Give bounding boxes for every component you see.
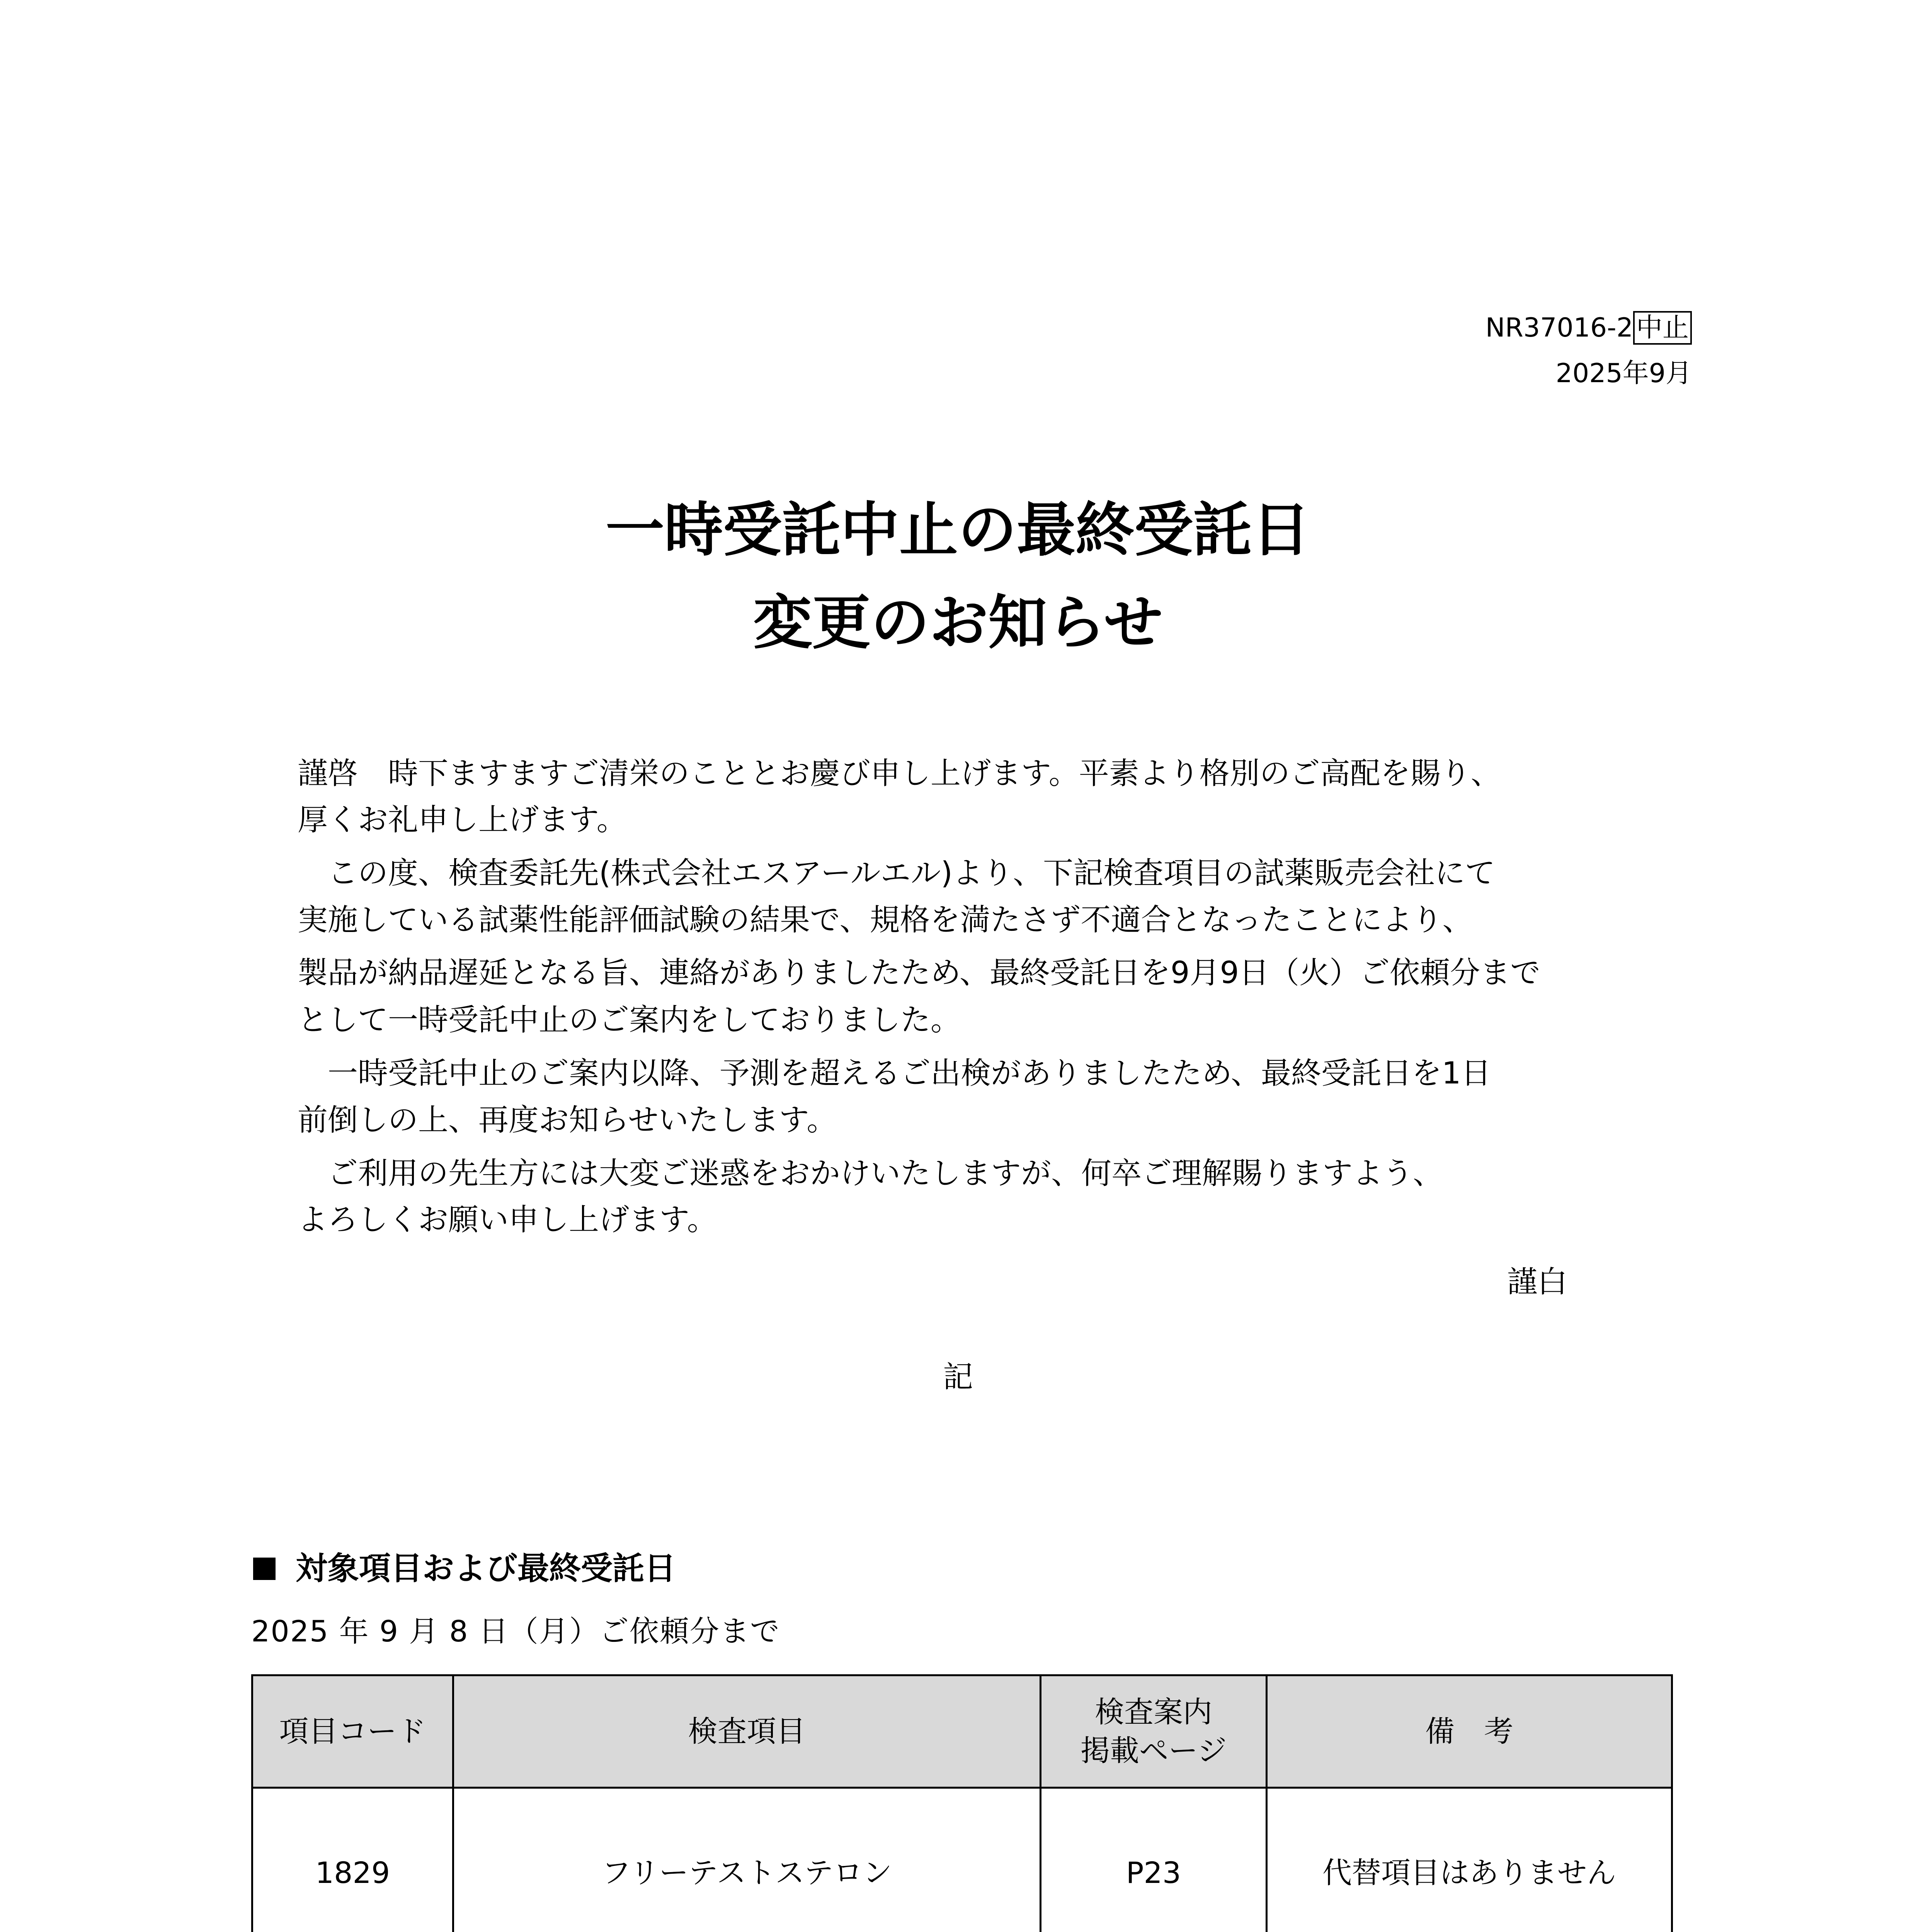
body-line-2: 厚くお礼申し上げます。 <box>298 803 627 837</box>
suspension-stamp: 中止 <box>1633 311 1692 345</box>
section-heading-text: 対象項目および最終受託日 <box>296 1550 676 1587</box>
square-bullet-icon <box>253 1558 276 1580</box>
target-items-table <box>251 1674 1673 1932</box>
closing-salutation: 謹白 <box>1507 1265 1568 1299</box>
table-row <box>252 1788 1672 1932</box>
cell-code: 1829 <box>252 1788 453 1932</box>
cell-remarks: 代替項目はありません <box>1267 1788 1672 1932</box>
body-line-1: 謹啓 時下ますますご清栄のこととお慶び申し上げます。平素より格別のご高配を賜り、 <box>298 756 1501 791</box>
body-line-9: ご利用の先生方には大変ご迷惑をおかけいたしますが、何卒ご理解賜りますよう、 <box>298 1156 1443 1191</box>
body-line-8: 前倒しの上、再度お知らせいたします。 <box>298 1103 837 1138</box>
column-header-page-line2: 掲載ページ <box>1080 1733 1227 1768</box>
column-header-code: 項目コード <box>252 1675 453 1788</box>
ki-marker: 記 <box>943 1360 973 1395</box>
cell-page: P23 <box>1041 1788 1267 1932</box>
page-title-line2: 変更のお知らせ <box>753 588 1163 657</box>
column-header-remarks: 備 考 <box>1267 1675 1672 1788</box>
document-date: 2025年9月 <box>1555 358 1692 389</box>
final-acceptance-date: 2025 年 9 月 8 日（月）ご依頼分まで <box>251 1614 780 1648</box>
document-number-prefix: NR37016-2 <box>1485 313 1633 343</box>
section-heading <box>253 1547 676 1590</box>
body-line-10: よろしくお願い申し上げます。 <box>298 1202 717 1237</box>
column-header-page-line1: 検査案内 <box>1095 1695 1212 1729</box>
body-line-3: この度、検査委託先(株式会社エスアールエル)より、下記検査項目の試薬販売会社にて <box>298 856 1495 891</box>
body-line-4: 実施している試薬性能評価試験の結果で、規格を満たさず不適合となったことにより、 <box>298 903 1473 937</box>
body-line-7: 一時受託中止のご案内以降、予測を超えるご出検がありましたため、最終受託日を1日 <box>298 1056 1491 1091</box>
column-header-page <box>1041 1675 1267 1788</box>
body-line-5: 製品が納品遅延となる旨、連絡がありましたため、最終受託日を9月9日（火）ご依頼分まで <box>298 956 1541 990</box>
document-number <box>1485 309 1692 347</box>
cell-item: フリーテストステロン <box>453 1788 1041 1932</box>
table-header-row <box>252 1675 1672 1788</box>
page-title-line1: 一時受託中止の最終受託日 <box>606 496 1310 564</box>
body-line-6: として一時受託中止のご案内をしておりました。 <box>298 1003 961 1037</box>
column-header-item: 検査項目 <box>453 1675 1041 1788</box>
